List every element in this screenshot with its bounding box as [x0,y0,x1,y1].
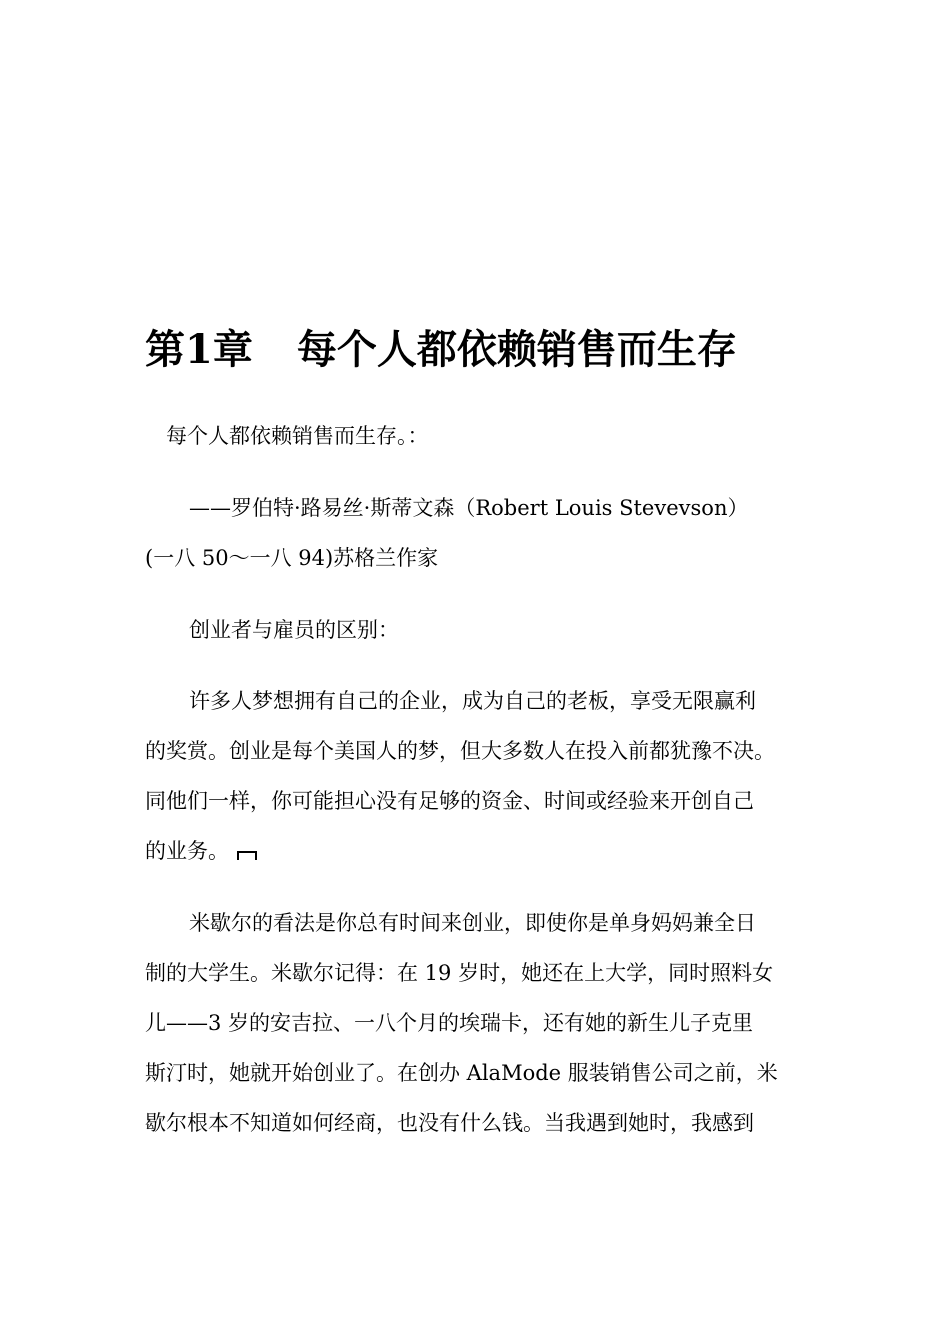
paragraph-2-line: 米歇尔的看法是你总有时间来创业，即使你是单身妈妈兼全日 [189,911,756,935]
paragraph-1-last-line [145,836,257,866]
paragraph-2-line: 斯汀时，她就开始创业了。在创办 AlaMode 服装销售公司之前，米 [145,1061,778,1085]
paragraph-1-line: 许多人梦想拥有自己的企业，成为自己的老板，享受无限赢利 [189,689,756,713]
paragraph-1-line: 同他们一样，你可能担心没有足够的资金、时间或经验来开创自己 [145,789,754,813]
paragraph-2-line: 制的大学生。米歇尔记得：在 19 岁时，她还在上大学，同时照料女 [145,961,774,985]
paragraph-1-line: 的奖赏。创业是每个美国人的梦，但大多数人在投入前都犹豫不决。 [145,739,775,763]
paragraph-2-line: 歇尔根本不知道如何经商，也没有什么钱。当我遇到她时，我感到 [145,1111,754,1135]
chapter-heading [145,322,737,378]
chapter-number: 第1章 [145,326,253,373]
epigraph-attribution-line-1: ——罗伯特·路易丝·斯蒂文森（Robert Louis Stevevson） [189,496,749,520]
chapter-title: 每个人都依赖销售而生存 [296,326,737,373]
epigraph-quote: 每个人都依赖销售而生存。： [166,424,429,448]
bracket-mark-icon [237,851,257,860]
paragraph-2-line: 儿——3 岁的安吉拉、一八个月的埃瑞卡，还有她的新生儿子克里 [145,1011,754,1035]
section-heading: 创业者与雇员的区别： [189,618,399,642]
paragraph-1-line: 的业务。 [145,839,229,863]
epigraph-attribution-line-2: (一八 50～一八 94)苏格兰作家 [145,546,439,570]
